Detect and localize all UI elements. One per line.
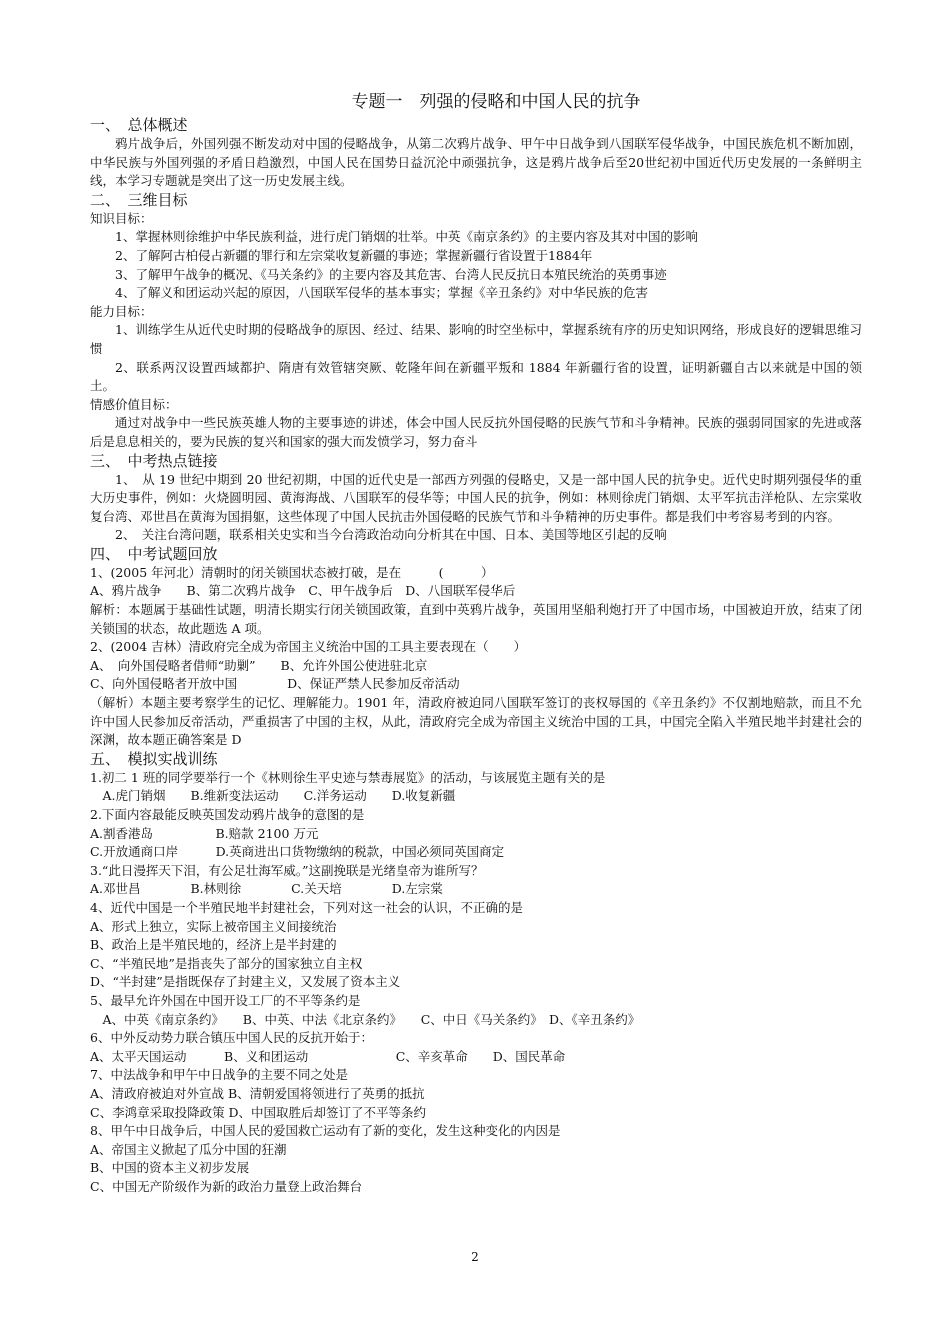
practice-line: 1.初二 1 班的同学要举行一个《林则徐生平史迹与禁毒展览》的活动，与该展览主题有关的是 (90, 769, 606, 785)
practice-line: A.割香港岛 B.赔款 2100 万元 (90, 825, 319, 841)
practice-line: 6、中外反动势力联合镇压中国人民的反抗开始于： (90, 1030, 373, 1046)
exam-question-2-options: C、向外国侵略者开放中国 D、保证严禁人民参加反帝活动 (90, 676, 460, 692)
practice-line: A、形式上独立，实际上被帝国主义间接统治 (90, 918, 337, 934)
ability-item: 1、训练学生从近代史时期的侵略战争的原因、经过、结果、影响的时空坐标中，掌握系统有序的历史知识网络，形成良好的逻辑思维习惯 (90, 322, 862, 356)
section-heading-exam-review: 四、 中考试题回放 (90, 544, 218, 563)
practice-line: 3.“此日漫挥天下泪，有公足壮海军威。”这副挽联是光绪皇帝为谁所写？ (90, 862, 484, 878)
exam-question-2-options: A、 向外国侵略者借师“助剿” B、允许外国公使进驻北京 (90, 657, 428, 673)
practice-line: A、太平天国运动 B、义和团运动 C、辛亥革命 D、国民革命 (90, 1048, 566, 1064)
practice-line: A.邓世昌 B.林则徐 C.关天培 D.左宗棠 (90, 881, 443, 897)
hotspot-item: 2、 关注台湾问题，联系相关史实和当今台湾政治动向分析其在中国、日本、美国等地区引起的反响 (115, 527, 667, 543)
overview-paragraph: 鸦片战争后，外国列强不断发动对中国的侵略战争，从第二次鸦片战争、甲午中日战争到八国联军侵华战争，中国民族危机不断加剧，中华民族与外国列强的矛盾日趋激烈，中国人民在国势日益沉沦中顽强抗争，这是鸦片战争后至20世纪初中国近代历史发展的一条鲜明主线，本学习专题就是突出了这一历史发展主线。 (90, 136, 862, 189)
practice-line: A.虎门销烟 B.维新变法运动 C.洋务运动 D.收复新疆 (90, 788, 456, 804)
emotion-label: 情感价值目标： (90, 396, 178, 412)
section-heading-practice: 五、 模拟实战训练 (90, 749, 218, 768)
practice-line: 5、最早允许外国在中国开设工厂的不平等条约是 (90, 992, 361, 1008)
practice-line: C、李鸿章采取投降政策 D、中国取胜后却签订了不平等条约 (90, 1104, 427, 1120)
practice-line: B、政治上是半殖民地的，经济上是半封建的 (90, 937, 337, 953)
practice-line: A、中英《南京条约》 B、中英、中法《北京条约》 C、中日《马关条约》 D、《辛丑条约》 (90, 1011, 641, 1027)
practice-line: 2.下面内容最能反映英国发动鸦片战争的意图的是 (90, 807, 365, 822)
exam-question-1-options: A、鸦片战争 B、第二次鸦片战争 C、甲午战争后 D、八国联军侵华后 (90, 583, 516, 599)
page-number: 2 (471, 1250, 479, 1264)
practice-line: B、中国的资本主义初步发展 (90, 1160, 250, 1176)
ability-label: 能力目标： (90, 303, 153, 319)
document-page (90, 90, 862, 1196)
section-heading-objectives: 二、 三维目标 (90, 190, 188, 209)
practice-line: 8、甲午中日战争后，中国人民的爱国救亡运动有了新的变化，发生这种变化的内因是 (90, 1123, 561, 1139)
exam-question-1: 1、(2005 年河北）清朝时的闭关锁国状态被打破，是在 ( ） (90, 564, 494, 580)
knowledge-item: 3、了解甲午战争的概况、《马关条约》的主要内容及其危害、台湾人民反抗日本殖民统治的英勇事迹 (115, 266, 667, 282)
practice-line: 4、近代中国是一个半殖民地半封建社会，下列对这一社会的认识，不正确的是 (90, 899, 523, 915)
practice-line: C、“半殖民地”是指丧失了部分的国家独立自主权 (90, 955, 363, 971)
knowledge-label: 知识目标： (90, 210, 153, 226)
practice-line: C、中国无产阶级作为新的政治力量登上政治舞台 (90, 1178, 363, 1194)
exam-question-1-analysis: 解析：本题属于基础性试题，明清长期实行闭关锁国政策，直到中英鸦片战争，英国用坚船利炮打开了中国市场，中国被迫开放，结束了闭关锁国的状态，故此题选 A 项。 (90, 602, 862, 636)
practice-line: 7、中法战争和甲午中日战争的主要不同之处是 (90, 1067, 348, 1083)
exam-question-2: 2、(2004 吉林）清政府完全成为帝国主义统治中国的工具主要表现在（ ） (90, 639, 527, 655)
practice-line: D、“半封建”是指既保存了封建主义，又发展了资本主义 (90, 974, 401, 990)
emotion-paragraph: 通过对战争中一些民族英雄人物的主要事迹的讲述，体会中国人民反抗外国侵略的民族气节和斗争精神。民族的强弱同国家的先进或落后是息息相关的，要为民族的复兴和国家的强大而发愤学习，努力奋斗 (90, 415, 862, 449)
practice-line: A、帝国主义掀起了瓜分中国的狂潮 (90, 1141, 287, 1157)
practice-line: C.开放通商口岸 D.英商进出口货物缴纳的税款，中国必须同英国商定 (90, 844, 505, 860)
exam-question-2-analysis: （解析）本题主要考察学生的记忆、理解能力。1901 年，清政府被迫同八国联军签订的丧权辱国的《辛丑条约》不仅割地赔款，而且不允许中国人民参加反帝活动，严重损害了中国的主权，从此，清政府完全成为帝国主义统治中国的工具，中国完全陷入半殖民地半封建社会的深渊，故本题正确答案是 D (90, 695, 862, 748)
knowledge-item: 4、了解义和团运动兴起的原因，八国联军侵华的基本事实；掌握《辛丑条约》对中华民族的危害 (115, 285, 648, 301)
ability-item: 2、联系两汉设置西域都护、隋唐有效管辖突厥、乾隆年间在新疆平叛和 1884 年新疆行省的设置，证明新疆自古以来就是中国的领土。 (90, 359, 862, 394)
section-heading-hotspots: 三、 中考热点链接 (90, 451, 218, 470)
practice-line: A、清政府被迫对外宣战 B、清朝爱国将领进行了英勇的抵抗 (90, 1085, 425, 1101)
knowledge-item: 1、掌握林则徐维护中华民族利益，进行虎门销烟的壮举。中英《南京条约》的主要内容及其对中国的影响 (115, 229, 698, 245)
page-title: 专题一 列强的侵略和中国人民的抗争 (351, 92, 641, 112)
knowledge-item: 2、了解阿古柏侵占新疆的罪行和左宗棠收复新疆的事迹；掌握新疆行省设置于1884年 (115, 247, 593, 263)
hotspot-item: 1、 从 19 世纪中期到 20 世纪初期，中国的近代史是一部西方列强的侵略史，又是一部中国人民的抗争史。近代史时期列强侵华的重大历史事件，例如：火烧圆明园、黄海海战、八国联军的侵华等；中国人民的抗争，例如：林则徐虎门销烟、太平军抗击洋枪队、左宗棠收复台湾、邓世昌在黄海为国捐躯，这些体现了中国人民抗击外国侵略的民族气节和斗争精神的历史事件。都是我们中考容易考到的内容。 (90, 471, 862, 524)
section-heading-overview: 一、 总体概述 (90, 116, 188, 134)
